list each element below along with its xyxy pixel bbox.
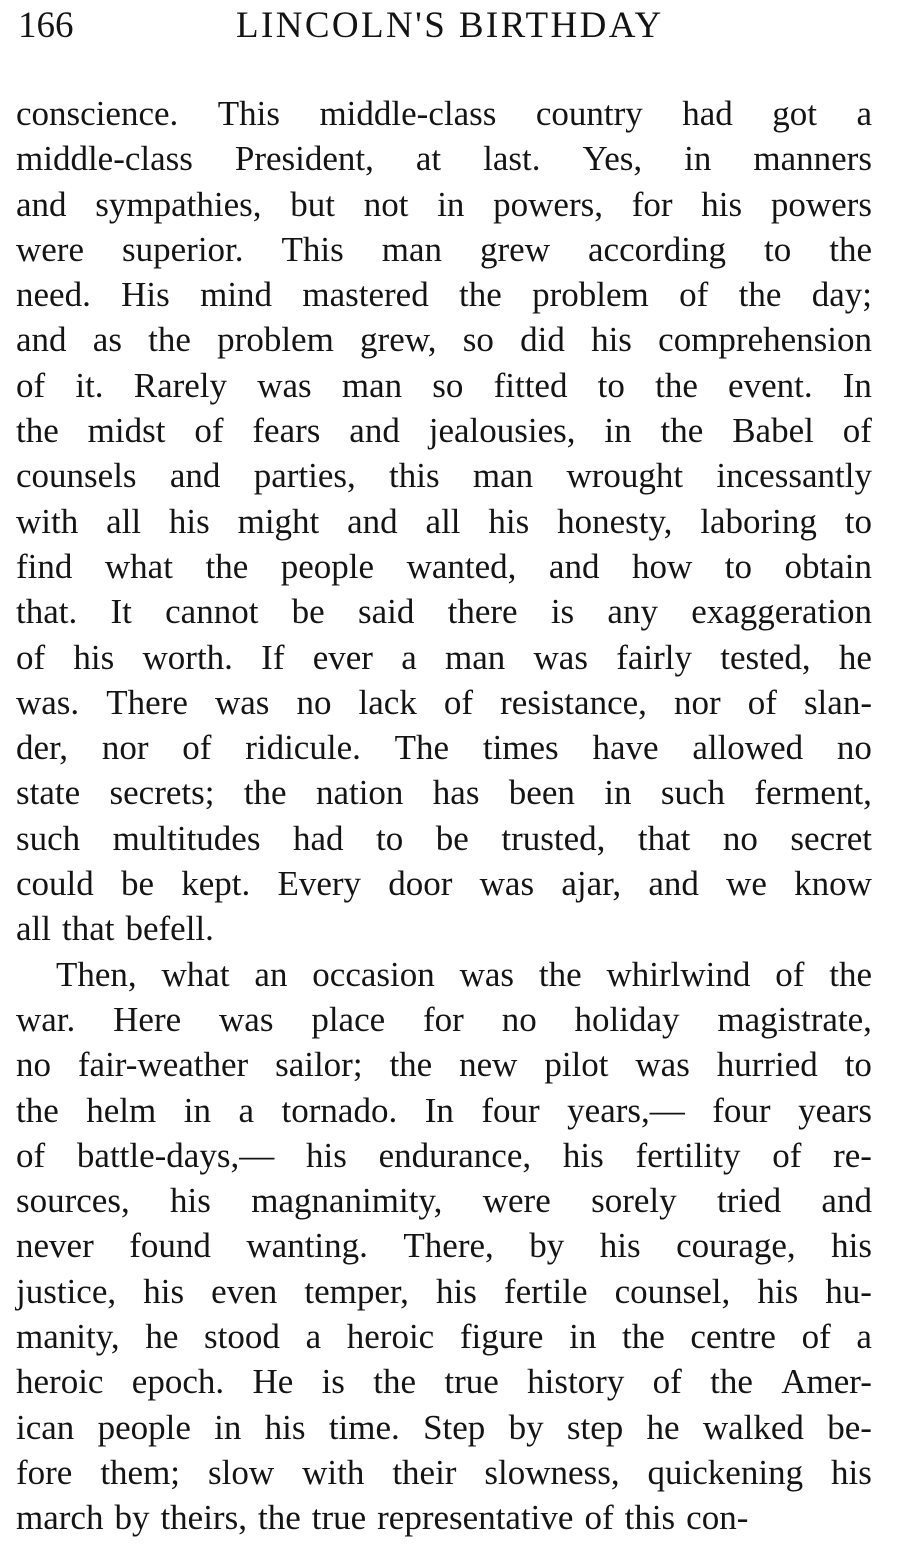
text-line: could be kept. Every door was ajar, and we know: [16, 864, 872, 904]
text-line: fore them; slow with their slowness, quickening his: [16, 1452, 872, 1492]
text-line: such multitudes had to be trusted, that no secret: [16, 818, 872, 858]
text-line: and sympathies, but not in powers, for his powers: [16, 184, 872, 224]
text-line: all that befell.: [16, 909, 214, 949]
text-line: middle-class President, at last. Yes, in manners: [16, 139, 872, 179]
text-line: was. There was no lack of resistance, nor of slan-: [16, 682, 872, 722]
page-number: 166: [18, 5, 74, 46]
running-head: [18, 2, 870, 50]
text-line: manity, he stood a heroic figure in the centre of a: [16, 1317, 872, 1357]
text-line: ican people in his time. Step by step he walked be-: [16, 1407, 872, 1447]
text-line: march by theirs, the true representative of this con-: [16, 1498, 749, 1538]
text-line: state secrets; the nation has been in such ferment,: [16, 773, 872, 813]
text-line: and as the problem grew, so did his comprehension: [16, 320, 872, 360]
text-line: with all his might and all his honesty, laboring to: [16, 501, 872, 541]
text-line: find what the people wanted, and how to obtain: [16, 546, 872, 586]
text-line: that. It cannot be said there is any exaggeration: [16, 592, 872, 632]
text-line: heroic epoch. He is the true history of the Amer-: [16, 1362, 872, 1402]
text-line: of it. Rarely was man so fitted to the event. In: [16, 365, 872, 405]
text-line: of his worth. If ever a man was fairly tested, he: [16, 637, 872, 677]
text-line: sources, his magnanimity, were sorely tried and: [16, 1181, 872, 1221]
text-line: need. His mind mastered the problem of the day;: [16, 275, 872, 315]
paragraph: [16, 91, 872, 952]
text-line: never found wanting. There, by his courage, his: [16, 1226, 872, 1266]
text-line: the midst of fears and jealousies, in the Babel of: [16, 411, 872, 451]
text-line: of battle-days,— his endurance, his fertility of re-: [16, 1135, 872, 1175]
text-line: counsels and parties, this man wrought incessantly: [16, 456, 872, 496]
running-title: LINCOLN'S BIRTHDAY: [236, 5, 664, 46]
text-line: Then, what an occasion was the whirlwind of the: [56, 954, 872, 994]
text-line: no fair-weather sailor; the new pilot was hurried to: [16, 1045, 872, 1085]
body-text: [16, 91, 872, 1541]
text-line: were superior. This man grew according to the: [16, 229, 872, 269]
text-line: der, nor of ridicule. The times have allowed no: [16, 728, 872, 768]
text-line: justice, his even temper, his fertile counsel, his hu-: [16, 1271, 872, 1311]
paragraph: [16, 952, 872, 1541]
text-line: conscience. This middle-class country had got a: [16, 94, 872, 133]
text-line: war. Here was place for no holiday magistrate,: [16, 999, 872, 1039]
text-line: the helm in a tornado. In four years,— four years: [16, 1090, 872, 1130]
